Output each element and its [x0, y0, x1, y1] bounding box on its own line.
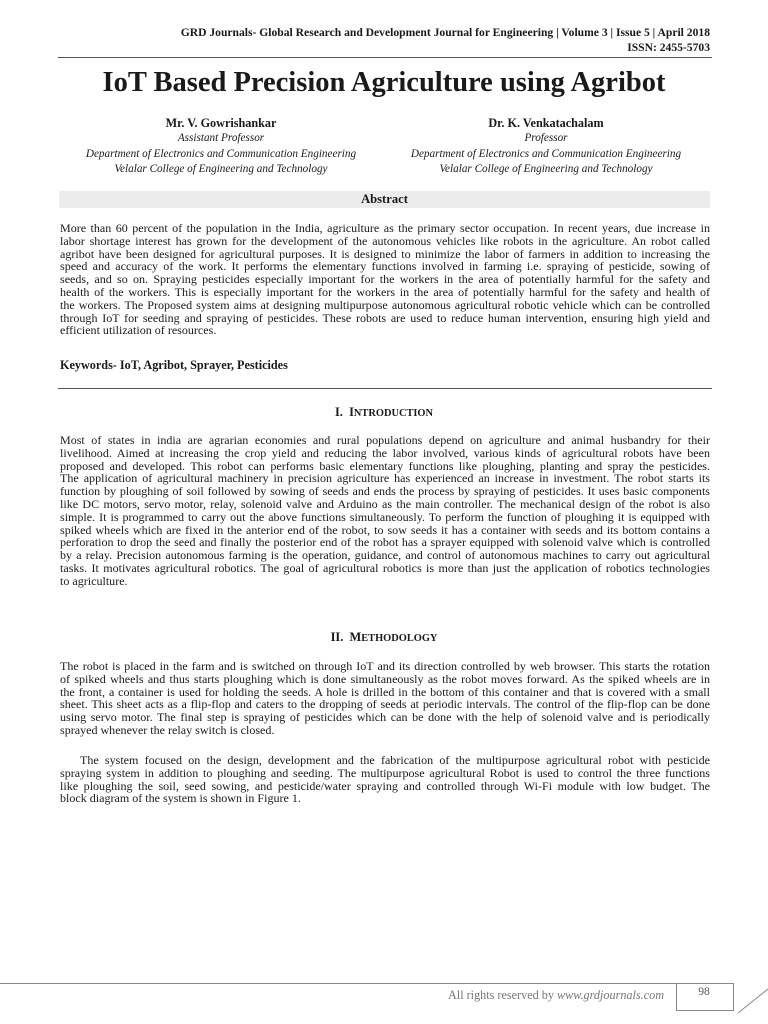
text-line: to agriculture.: [60, 573, 128, 588]
text-line: block diagram of the system is shown in Figure 1.: [60, 791, 301, 806]
text-line: function by ploughing of soil followed by sowing of seeds and ends the process by spraying of pesticides. It uses basic components: [60, 484, 710, 499]
abstract-body: [60, 222, 710, 337]
abstract-heading: Abstract: [59, 191, 710, 208]
text-line: using servo motor. The final step is spraying of pesticides which can be done with the help of solenoid valve and is periodically: [60, 710, 710, 725]
corner-decoration: [738, 983, 768, 1013]
text-line: sprayed whenever the relay switch is closed.: [60, 722, 275, 737]
footer-divider: [0, 983, 720, 984]
keywords: Keywords- IoT, Agribot, Sprayer, Pesticides: [60, 358, 288, 372]
text-line: speed and accuracy of the work. It performs the elementary functions involved in farming i.e. spraying of pesticide, sowing of: [60, 259, 710, 274]
text-line: The system focused on the design, development and the fabrication of the multipurpose agricultural robot with pesticide: [80, 753, 710, 767]
text-line: labor shortage interest has grown for the development of the autonomous vehicles like robots in the agriculture. An robot called: [60, 233, 710, 248]
author-name: Mr. V. Gowrishankar: [165, 116, 277, 130]
text-line: tasks. It motivates agricultural robotics. The goal of agricultural robotics is more than just the application of robotics technologies: [60, 560, 710, 575]
text-line: spiked wheels which are fixed in the anterior end of the robot, to sow seeds it has a container with seeds and its bottom contains a: [60, 522, 710, 537]
section-heading-introduction: [0, 405, 768, 421]
section-title-rest: ETHODOLOGY: [361, 633, 438, 644]
text-line: health of the workers. This is especially important for the workers in the area of potentially harmful for the safety and health of: [60, 284, 710, 299]
section-heading-methodology: [0, 630, 768, 646]
text-line: simple. It is programmed to carry out the above functions simultaneously. To perform the function of ploughing it is equipped with: [60, 509, 710, 524]
text-line: like DC motors, servo motor, relay, solenoid valve and Arduino as the main controller. The mechanical design of the robot is also: [60, 496, 710, 511]
author-block-2: [381, 116, 711, 178]
author-role: Assistant Professor: [177, 132, 265, 144]
text-line: proposed and developed. This robot can performs basic elementary functions like ploughing, planting and spray the pesticides.: [60, 458, 710, 473]
text-line: the workers. The Proposed system aims at designing multipurpose autonomous agricultural robotic vehicle which can be controlled: [60, 297, 710, 312]
introduction-body: [60, 434, 710, 588]
author-college: Velalar College of Engineering and Technology: [114, 163, 328, 175]
footer-rights-text: All rights reserved by: [448, 988, 557, 1002]
section-title-initial: M: [349, 630, 362, 644]
issn: ISSN: 2455-5703: [627, 41, 710, 54]
author-department: Department of Electronics and Communication Engineering: [85, 147, 357, 160]
text-line: efficient utilization of resources.: [60, 323, 217, 338]
text-line: the front, a container is used for holding the seeds. A hole is drilled in the bottom of this container and that is covered with a small: [60, 684, 710, 699]
text-line: of spiked wheels and thus starts ploughing which is done simultaneously as the robot moves forward. As the spiked wheels are in: [60, 671, 710, 686]
header-divider: [58, 57, 712, 58]
section-title-initial: I: [349, 405, 354, 419]
text-line: livelihood. Aimed at increasing the crop yield and reducing the labor involved, various kinds of agricultural robots have been: [60, 445, 710, 460]
methodology-body-2: [60, 754, 710, 805]
text-line: perforation to drop the seed and finally the posterior end of the robot has a sprayer equipped with solenoid valve which is controlled: [60, 535, 710, 550]
footer-rights: [380, 988, 664, 1002]
text-line: The robot is placed in the farm and is switched on through IoT and its direction controlled by web browser. This starts the rotation: [60, 659, 710, 673]
journal-header: GRD Journals- Global Research and Development Journal for Engineering | Volume 3 | Issue 5 | April 2018: [180, 26, 710, 39]
text-line: by a relay. Precision autonomous farming is the operation, guidance, and control of autonomous machines to carry out agricultural: [60, 548, 710, 563]
text-line: spraying system in addition to ploughing and seeding. The multipurpose agricultural Robot is used to control the three functions: [60, 765, 710, 780]
footer-url[interactable]: www.grdjournals.com: [557, 988, 664, 1002]
methodology-body: [60, 660, 710, 737]
text-line: agribot have been designed for agricultural purposes. It is designed to minimize the labor of farmers in addition to increasing the: [60, 246, 710, 261]
page-number: 98: [698, 985, 710, 998]
author-department: Department of Electronics and Communication Engineering: [410, 147, 682, 160]
author-college: Velalar College of Engineering and Technology: [439, 163, 653, 175]
text-line: sheet. This sheet acts as a flip-flop and caters to the dropping of seeds at periodic intervals. The control of the flip-flop can be done: [60, 697, 710, 712]
author-name: Dr. K. Venkatachalam: [488, 116, 604, 130]
text-line: through IoT for seeding and spraying of pesticides. These robots are used to reduce human intervention, ensuring high yield and: [60, 310, 710, 325]
author-role: Professor: [524, 132, 568, 144]
author-block-1: [56, 116, 386, 178]
text-line: Most of states in india are agrarian economies and rural populations depend on agriculture and animal husbandry for their: [60, 433, 710, 447]
section-number: I.: [334, 405, 343, 419]
abstract-divider: [58, 388, 712, 389]
text-line: like ploughing the soil, seed sowing, and pesticide/water spraying and controlled through Wi-Fi module with low budget. The: [60, 778, 710, 793]
paper-title: IoT Based Precision Agriculture using Agribot: [102, 67, 666, 98]
text-line: More than 60 percent of the population in the India, agriculture as the primary sector occupation. In recent years, due increase in: [60, 221, 710, 235]
text-line: seeds, and so on. Spraying pesticides especially important for the workers in the area of potentially harmful for the safety and: [60, 272, 710, 287]
text-line: The application of agricultural machinery in precision agriculture has experienced an increase in investment. The robot starts its: [60, 471, 710, 486]
section-title-rest: NTRODUCTION: [353, 408, 434, 419]
section-number: II.: [330, 630, 344, 644]
